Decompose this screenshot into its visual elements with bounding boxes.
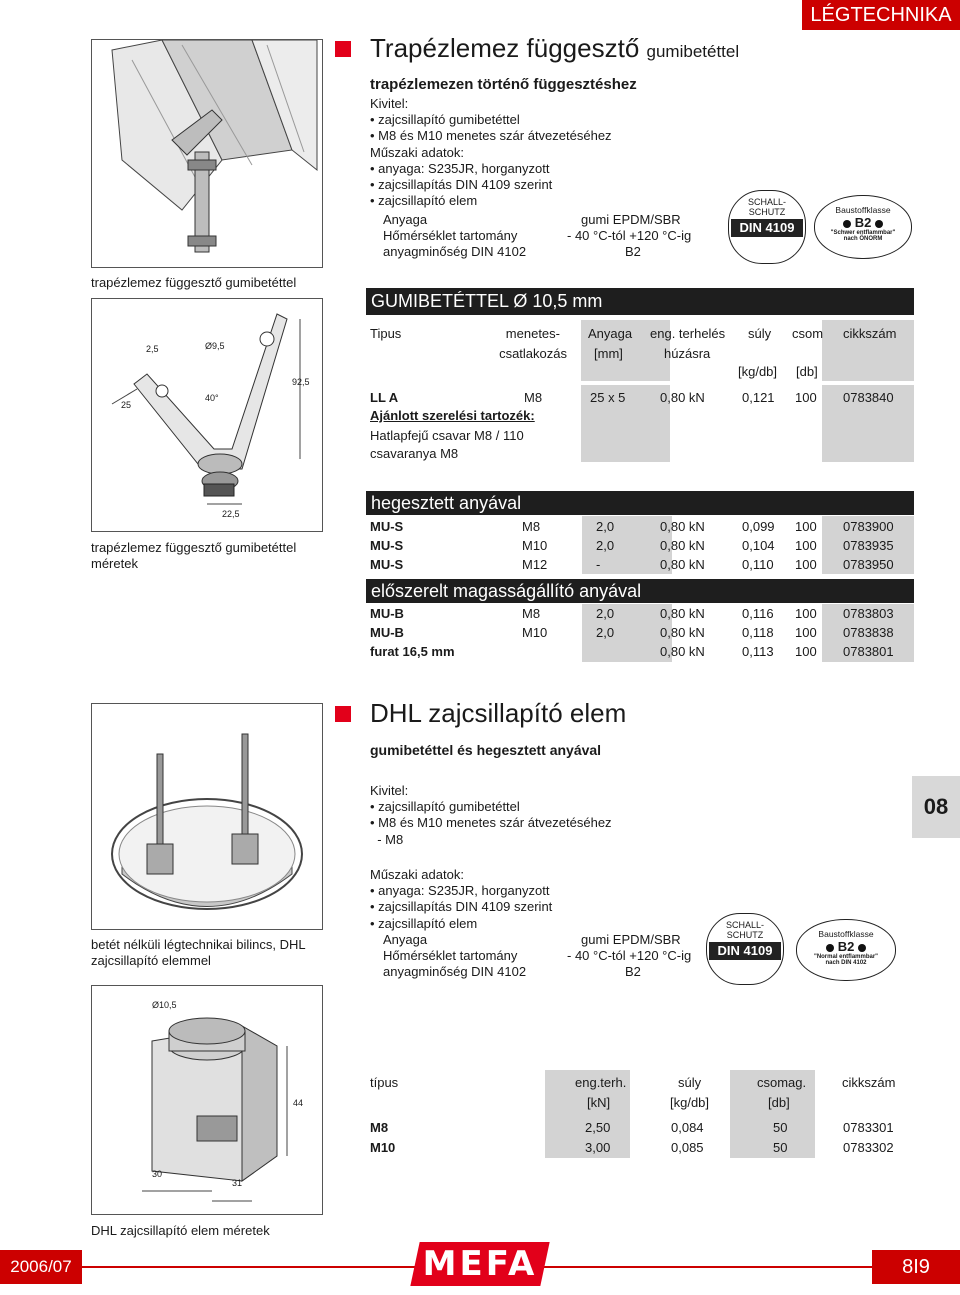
badge-line: Baustoffklasse bbox=[835, 205, 891, 215]
table-cell-anyaga: 2,0 bbox=[596, 606, 615, 621]
table-cell: 0,121 bbox=[742, 390, 775, 405]
kivitel-item: - M8 bbox=[370, 831, 404, 847]
property-label: Hőmérséklet tartomány bbox=[383, 228, 518, 244]
table-cell-suly: 0,113 bbox=[742, 644, 774, 659]
col-header: eng. terhelés bbox=[650, 326, 726, 341]
col-header: [kN] bbox=[587, 1095, 611, 1110]
accessory-item: Hatlapfejű csavar M8 / 110 bbox=[370, 428, 524, 443]
dim-label: 44 bbox=[293, 1098, 304, 1108]
col-header: súly bbox=[748, 326, 772, 341]
property-row bbox=[383, 244, 713, 260]
property-row bbox=[383, 964, 713, 980]
col-header: súly bbox=[678, 1075, 702, 1090]
tech-item: • zajcsillapítás DIN 4109 szerint bbox=[370, 177, 553, 193]
col-header: [mm] bbox=[594, 346, 623, 361]
col-header: [kg/db] bbox=[738, 364, 778, 379]
table-cell-tipus: furat 16,5 mm bbox=[370, 644, 455, 659]
table-cell-csom: 100 bbox=[795, 557, 817, 572]
table-cell-menet: M8 bbox=[522, 519, 541, 534]
table-cell: M8 bbox=[524, 390, 543, 405]
dim-label: 40° bbox=[205, 393, 219, 403]
table-cell-cikkszam: 0783803 bbox=[843, 606, 894, 621]
table-cell-suly: 0,104 bbox=[742, 538, 775, 553]
image-caption: trapézlemez függesztő gumibetéttel méretek bbox=[91, 540, 297, 571]
product-image-frame bbox=[91, 703, 323, 930]
badge-class: B2 bbox=[854, 215, 872, 230]
badge-din: DIN 4109 bbox=[709, 942, 781, 960]
property-value: - 40 °C-tól +120 °C-ig bbox=[567, 948, 692, 964]
col-header: cikkszám bbox=[843, 326, 897, 341]
dot-icon bbox=[875, 220, 883, 228]
table-cell: 0783840 bbox=[843, 390, 894, 405]
badge-line: "Schwer entflammbar" bbox=[830, 230, 896, 236]
col-header: menetes- bbox=[505, 326, 560, 341]
kivitel-label: Kivitel: bbox=[370, 96, 409, 111]
table-cell-terheles: 0,80 kN bbox=[660, 557, 705, 572]
baustoffklasse-badge bbox=[814, 195, 912, 259]
badge-din: DIN 4109 bbox=[731, 219, 803, 237]
property-value: B2 bbox=[625, 964, 641, 980]
kivitel-item: • M8 és M10 menetes szár átvezetéséhez bbox=[370, 128, 612, 144]
chapter-tab: 08 bbox=[912, 776, 960, 838]
dot-icon bbox=[843, 220, 851, 228]
tech-item: • zajcsillapító elem bbox=[370, 915, 478, 931]
product-image-frame bbox=[91, 39, 323, 268]
kivitel-item: • M8 és M10 menetes szár átvezetéséhez bbox=[370, 815, 612, 831]
table-cell-tipus: MU-B bbox=[370, 625, 404, 640]
table-cell-terheles: 0,80 kN bbox=[660, 625, 705, 640]
trapez-hanger-illustration bbox=[92, 40, 322, 267]
title-small: gumibetéttel bbox=[646, 42, 740, 61]
schallschutz-badge bbox=[706, 913, 784, 985]
page-title bbox=[370, 33, 739, 64]
dot-icon bbox=[826, 944, 834, 952]
dim-label: 2,5 bbox=[146, 344, 159, 354]
badge-class: B2 bbox=[837, 939, 855, 954]
badge-line: SCHUTZ bbox=[726, 930, 764, 940]
tech-label: Műszaki adatok: bbox=[370, 144, 464, 160]
dimension-drawing bbox=[92, 299, 322, 531]
table-cell-anyaga: 2,0 bbox=[596, 625, 615, 640]
badge-line: nach ÖNORM bbox=[843, 236, 883, 242]
badge-line: "Normal entflammbar" bbox=[813, 954, 879, 960]
property-table bbox=[383, 932, 713, 981]
kivitel-item: • zajcsillapító gumibetéttel bbox=[370, 112, 520, 128]
table-cell-tipus: MU-S bbox=[370, 519, 404, 534]
spec-list bbox=[370, 867, 710, 932]
col-header: csom bbox=[792, 326, 824, 341]
property-row bbox=[383, 948, 713, 964]
col-header: [db] bbox=[796, 364, 818, 379]
subtitle: gumibetéttel és hegesztett anyával bbox=[370, 742, 602, 758]
table-cell-suly: 0,084 bbox=[671, 1120, 704, 1135]
table-cell-csom: 100 bbox=[795, 519, 817, 534]
property-value: gumi EPDM/SBR bbox=[581, 932, 681, 947]
property-row bbox=[383, 228, 713, 244]
table-cell: 100 bbox=[795, 390, 817, 405]
table-cell-terheles: 0,80 kN bbox=[660, 519, 705, 534]
table-cell-cikkszam: 0783301 bbox=[843, 1120, 894, 1135]
title-main: Trapézlemez függesztő bbox=[370, 33, 640, 63]
table-cell-tipus: M8 bbox=[370, 1120, 389, 1135]
col-header: csomag. bbox=[757, 1075, 807, 1090]
dim-label: 30 bbox=[152, 1169, 163, 1179]
col-header: Tipus bbox=[370, 326, 402, 341]
property-row bbox=[383, 212, 713, 228]
table-cell-cikkszam: 0783900 bbox=[843, 519, 894, 534]
property-value: - 40 °C-tól +120 °C-ig bbox=[567, 228, 692, 244]
table-cell-csom: 100 bbox=[795, 538, 817, 553]
badge-line: nach DIN 4102 bbox=[825, 960, 867, 966]
table-cell-terh: 3,00 bbox=[585, 1140, 611, 1155]
subtitle: trapézlemezen történő függesztéshez bbox=[370, 76, 637, 93]
property-label: anyagminőség DIN 4102 bbox=[383, 964, 527, 980]
table-cell: LL A bbox=[370, 390, 399, 405]
spec-list bbox=[370, 783, 710, 848]
table-cell-csom: 50 bbox=[773, 1120, 788, 1135]
section-tag: LÉGTECHNIKA bbox=[802, 0, 960, 30]
table-cell-cikkszam: 0783935 bbox=[843, 538, 894, 553]
table-cell-terheles: 0,80 kN bbox=[660, 538, 705, 553]
table-cell-cikkszam: 0783801 bbox=[843, 644, 894, 659]
tech-item: • zajcsillapítás DIN 4109 szerint bbox=[370, 899, 553, 915]
date-badge: 2006/07 bbox=[0, 1250, 82, 1284]
table-cell-cikkszam: 0783302 bbox=[843, 1140, 894, 1155]
property-label: Hőmérséklet tartomány bbox=[383, 948, 518, 964]
tech-item: • zajcsillapító elem bbox=[370, 193, 478, 209]
col-header: cikkszám bbox=[842, 1075, 896, 1090]
table-cell-suly: 0,099 bbox=[742, 519, 775, 534]
col-header: húzásra bbox=[664, 346, 711, 361]
property-table bbox=[383, 212, 713, 261]
col-header: Anyaga bbox=[588, 326, 633, 341]
col-header: csatlakozás bbox=[499, 346, 567, 361]
section-title: DHL zajcsillapító elem bbox=[370, 698, 627, 728]
property-row bbox=[383, 932, 713, 948]
table-cell-tipus: MU-S bbox=[370, 538, 404, 553]
property-label: Anyaga bbox=[383, 932, 428, 947]
table-cell-suly: 0,085 bbox=[671, 1140, 704, 1155]
image-caption: betét nélküli légtechnikai bilincs, DHL zajcsillapító elemmel bbox=[91, 937, 306, 968]
table-cell-csom: 100 bbox=[795, 644, 817, 659]
property-value: B2 bbox=[625, 244, 641, 260]
badge-line: SCHALL- bbox=[747, 197, 786, 207]
table-cell-anyaga: 2,0 bbox=[596, 519, 615, 534]
table-cell-suly: 0,110 bbox=[742, 557, 774, 572]
table-cell-csom: 100 bbox=[795, 606, 817, 621]
page-number: 8I9 bbox=[872, 1250, 960, 1284]
table-cell-menet: M10 bbox=[522, 625, 548, 640]
col-header: [kg/db] bbox=[670, 1095, 710, 1110]
dim-label: 92,5 bbox=[292, 377, 310, 387]
table-cell-terheles: 0,80 kN bbox=[660, 644, 705, 659]
table-cell-menet: M10 bbox=[522, 538, 548, 553]
image-caption: trapézlemez függesztő gumibetéttel bbox=[91, 275, 297, 290]
dim-label: Ø9,5 bbox=[205, 341, 225, 351]
group-header-bar: hegesztett anyával bbox=[366, 491, 914, 515]
table-cell: 25 x 5 bbox=[590, 390, 626, 405]
dim-label: 22,5 bbox=[222, 509, 240, 519]
col-header: [db] bbox=[768, 1095, 790, 1110]
table-cell-menet: M12 bbox=[522, 557, 548, 572]
logo-text: MEFA bbox=[422, 1244, 538, 1284]
col-header: típus bbox=[370, 1075, 399, 1090]
table-cell-tipus: MU-B bbox=[370, 606, 404, 621]
badge-line: SCHUTZ bbox=[748, 207, 786, 217]
kivitel-label: Kivitel: bbox=[370, 783, 409, 798]
dim-label: Ø10,5 bbox=[152, 1000, 177, 1010]
table-cell-cikkszam: 0783838 bbox=[843, 625, 894, 640]
col-header: eng.terh. bbox=[575, 1075, 627, 1090]
table-cell-menet: M8 bbox=[522, 606, 541, 621]
property-label: anyagminőség DIN 4102 bbox=[383, 244, 527, 260]
mefa-logo bbox=[410, 1242, 549, 1286]
table-cell-anyaga: - bbox=[596, 557, 601, 572]
red-square-icon bbox=[335, 41, 351, 57]
image-caption: DHL zajcsillapító elem méretek bbox=[91, 1223, 270, 1238]
table-cell: 0,80 kN bbox=[660, 390, 705, 405]
dimension-image-frame bbox=[91, 298, 323, 532]
tech-item: • anyaga: S235JR, horganyzott bbox=[370, 883, 550, 899]
dim-label: 31 bbox=[232, 1178, 243, 1188]
table-cell-csom: 100 bbox=[795, 625, 817, 640]
dim-label: 25 bbox=[121, 400, 132, 410]
table-cell-anyaga: 2,0 bbox=[596, 538, 615, 553]
badge-line: Baustoffklasse bbox=[818, 929, 874, 939]
table-cell-suly: 0,118 bbox=[742, 625, 774, 640]
table-cell-suly: 0,116 bbox=[742, 606, 774, 621]
table-cell-tipus: MU-S bbox=[370, 557, 404, 572]
property-value: gumi EPDM/SBR bbox=[581, 212, 681, 227]
badge-line: SCHALL- bbox=[725, 920, 764, 930]
red-square-icon bbox=[335, 706, 351, 722]
kivitel-item: • zajcsillapító gumibetéttel bbox=[370, 799, 520, 815]
table-cell-terh: 2,50 bbox=[585, 1120, 611, 1135]
table-cell-csom: 50 bbox=[773, 1140, 788, 1155]
tech-label: Műszaki adatok: bbox=[370, 867, 464, 882]
dimension-image-frame bbox=[91, 985, 323, 1215]
table-cell-tipus: M10 bbox=[370, 1140, 396, 1155]
baustoffklasse-badge bbox=[796, 919, 896, 981]
spec-list bbox=[370, 96, 710, 209]
accessory-item: csavaranya M8 bbox=[370, 446, 459, 461]
tech-item: • anyaga: S235JR, horganyzott bbox=[370, 160, 550, 176]
table-cell-terheles: 0,80 kN bbox=[660, 606, 705, 621]
property-label: Anyaga bbox=[383, 212, 428, 227]
schallschutz-badge bbox=[728, 190, 806, 264]
table-cell-cikkszam: 0783950 bbox=[843, 557, 894, 572]
table-header-bar: GUMIBETÉTTEL Ø 10,5 mm bbox=[366, 288, 914, 315]
dot-icon bbox=[858, 944, 866, 952]
group-header-bar: előszerelt magasságállító anyával bbox=[366, 579, 914, 603]
accessory-label: Ajánlott szerelési tartozék: bbox=[370, 408, 535, 423]
dhl-clamp-illustration bbox=[92, 704, 322, 929]
dhl-dimension-drawing bbox=[92, 986, 322, 1214]
